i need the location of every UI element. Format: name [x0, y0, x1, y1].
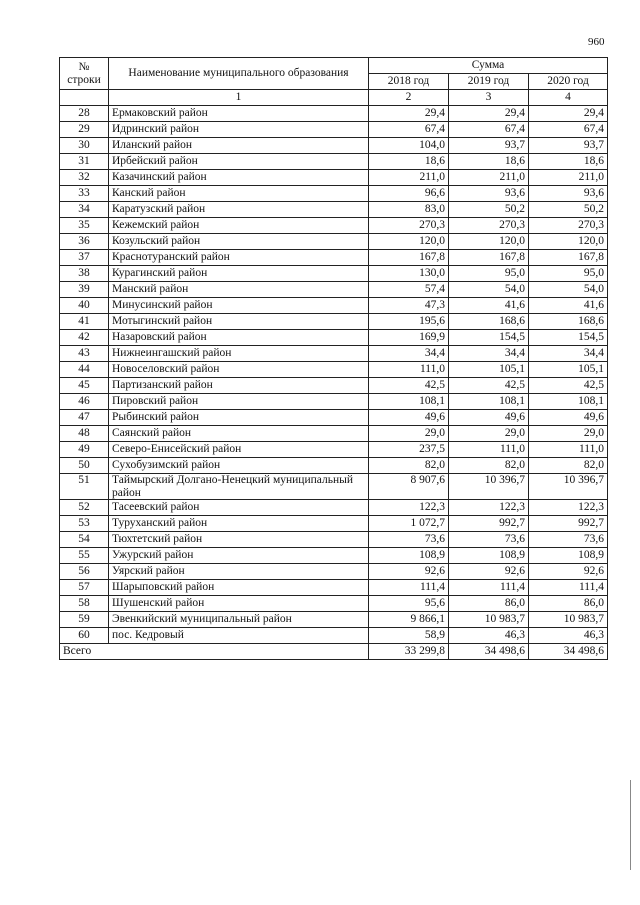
municipality-name: Манский район	[109, 282, 369, 298]
municipality-name: Каратузский район	[109, 202, 369, 218]
amount-2019: 42,5	[449, 378, 529, 394]
row-number: 44	[60, 362, 109, 378]
amount-2019: 111,0	[449, 442, 529, 458]
row-number: 43	[60, 346, 109, 362]
amount-2020: 54,0	[529, 282, 608, 298]
municipality-name: Ужурский район	[109, 548, 369, 564]
margin-mark	[630, 780, 631, 870]
row-number: 53	[60, 516, 109, 532]
municipality-name: Казачинский район	[109, 170, 369, 186]
municipality-name: Идринский район	[109, 122, 369, 138]
table-row	[60, 234, 608, 250]
budget-table	[59, 57, 608, 660]
amount-2018: 18,6	[369, 154, 449, 170]
amount-2020: 108,1	[529, 394, 608, 410]
table-row	[60, 532, 608, 548]
municipality-name: Саянский район	[109, 426, 369, 442]
row-number: 50	[60, 458, 109, 474]
municipality-name: Назаровский район	[109, 330, 369, 346]
amount-2019: 67,4	[449, 122, 529, 138]
row-number: 52	[60, 500, 109, 516]
amount-2019: 54,0	[449, 282, 529, 298]
amount-2020: 167,8	[529, 250, 608, 266]
amount-2020: 93,7	[529, 138, 608, 154]
amount-2020: 93,6	[529, 186, 608, 202]
table-row	[60, 474, 608, 500]
table-row	[60, 250, 608, 266]
header-row-number: № строки	[60, 58, 109, 90]
amount-2018: 47,3	[369, 298, 449, 314]
row-number: 45	[60, 378, 109, 394]
column-index-1: 1	[109, 90, 369, 106]
municipality-name: Северо-Енисейский район	[109, 442, 369, 458]
amount-2019: 154,5	[449, 330, 529, 346]
amount-2020: 95,0	[529, 266, 608, 282]
amount-2020: 29,0	[529, 426, 608, 442]
amount-2020: 10 983,7	[529, 612, 608, 628]
table-row	[60, 580, 608, 596]
amount-2018: 49,6	[369, 410, 449, 426]
amount-2019: 29,0	[449, 426, 529, 442]
column-index-3: 3	[449, 90, 529, 106]
amount-2020: 10 396,7	[529, 474, 608, 500]
total-2018: 33 299,8	[369, 644, 449, 660]
table-row	[60, 628, 608, 644]
column-index-4: 4	[529, 90, 608, 106]
table-row	[60, 564, 608, 580]
amount-2019: 93,7	[449, 138, 529, 154]
amount-2018: 29,0	[369, 426, 449, 442]
municipality-name: Иланский район	[109, 138, 369, 154]
amount-2019: 211,0	[449, 170, 529, 186]
amount-2019: 34,4	[449, 346, 529, 362]
table-row	[60, 500, 608, 516]
row-number: 29	[60, 122, 109, 138]
amount-2020: 67,4	[529, 122, 608, 138]
municipality-name: Кежемский район	[109, 218, 369, 234]
amount-2019: 18,6	[449, 154, 529, 170]
table-row	[60, 330, 608, 346]
total-2020: 34 498,6	[529, 644, 608, 660]
amount-2020: 82,0	[529, 458, 608, 474]
amount-2019: 46,3	[449, 628, 529, 644]
row-number: 40	[60, 298, 109, 314]
table-row	[60, 282, 608, 298]
amount-2019: 49,6	[449, 410, 529, 426]
amount-2019: 93,6	[449, 186, 529, 202]
municipality-name: Минусинский район	[109, 298, 369, 314]
municipality-name: Новоселовский район	[109, 362, 369, 378]
row-number: 31	[60, 154, 109, 170]
amount-2018: 211,0	[369, 170, 449, 186]
amount-2018: 42,5	[369, 378, 449, 394]
amount-2020: 42,5	[529, 378, 608, 394]
header-municipality-name: Наименование муниципального образования	[109, 58, 369, 90]
table-row	[60, 458, 608, 474]
amount-2018: 29,4	[369, 106, 449, 122]
amount-2018: 122,3	[369, 500, 449, 516]
amount-2020: 29,4	[529, 106, 608, 122]
row-number: 39	[60, 282, 109, 298]
amount-2018: 104,0	[369, 138, 449, 154]
amount-2019: 41,6	[449, 298, 529, 314]
total-row	[60, 644, 608, 660]
row-number: 47	[60, 410, 109, 426]
amount-2018: 111,0	[369, 362, 449, 378]
column-index-row	[60, 90, 608, 106]
table-row	[60, 298, 608, 314]
municipality-name: Сухобузимский район	[109, 458, 369, 474]
municipality-name: Ирбейский район	[109, 154, 369, 170]
amount-2020: 92,6	[529, 564, 608, 580]
municipality-name: Эвенкийский муниципальный район	[109, 612, 369, 628]
amount-2019: 86,0	[449, 596, 529, 612]
row-number: 37	[60, 250, 109, 266]
header-row	[60, 58, 608, 74]
amount-2020: 111,4	[529, 580, 608, 596]
total-2019: 34 498,6	[449, 644, 529, 660]
municipality-name: Нижнеингашский район	[109, 346, 369, 362]
amount-2020: 73,6	[529, 532, 608, 548]
row-number: 49	[60, 442, 109, 458]
table-row	[60, 314, 608, 330]
amount-2018: 195,6	[369, 314, 449, 330]
row-number: 34	[60, 202, 109, 218]
municipality-name: Козульский район	[109, 234, 369, 250]
row-number: 57	[60, 580, 109, 596]
table-row	[60, 218, 608, 234]
amount-2020: 50,2	[529, 202, 608, 218]
row-number: 46	[60, 394, 109, 410]
municipality-name: Партизанский район	[109, 378, 369, 394]
row-number: 32	[60, 170, 109, 186]
amount-2018: 95,6	[369, 596, 449, 612]
amount-2018: 34,4	[369, 346, 449, 362]
table-row	[60, 138, 608, 154]
table-row	[60, 106, 608, 122]
municipality-name: Тюхтетский район	[109, 532, 369, 548]
amount-2019: 73,6	[449, 532, 529, 548]
amount-2018: 120,0	[369, 234, 449, 250]
column-index-2: 2	[369, 90, 449, 106]
amount-2020: 992,7	[529, 516, 608, 532]
row-number: 38	[60, 266, 109, 282]
row-number: 48	[60, 426, 109, 442]
amount-2020: 49,6	[529, 410, 608, 426]
amount-2018: 58,9	[369, 628, 449, 644]
amount-2018: 169,9	[369, 330, 449, 346]
table-row	[60, 596, 608, 612]
table-row	[60, 410, 608, 426]
header-year-2020: 2020 год	[529, 74, 608, 90]
amount-2020: 270,3	[529, 218, 608, 234]
total-label: Всего	[60, 644, 369, 660]
table-row	[60, 548, 608, 564]
amount-2020: 122,3	[529, 500, 608, 516]
amount-2019: 108,9	[449, 548, 529, 564]
amount-2019: 111,4	[449, 580, 529, 596]
municipality-name: Мотыгинский район	[109, 314, 369, 330]
row-number: 59	[60, 612, 109, 628]
amount-2018: 73,6	[369, 532, 449, 548]
amount-2018: 8 907,6	[369, 474, 449, 500]
amount-2019: 92,6	[449, 564, 529, 580]
amount-2020: 46,3	[529, 628, 608, 644]
amount-2020: 18,6	[529, 154, 608, 170]
amount-2020: 120,0	[529, 234, 608, 250]
amount-2019: 168,6	[449, 314, 529, 330]
amount-2019: 992,7	[449, 516, 529, 532]
amount-2020: 105,1	[529, 362, 608, 378]
header-year-2019: 2019 год	[449, 74, 529, 90]
amount-2018: 111,4	[369, 580, 449, 596]
table-row	[60, 170, 608, 186]
row-number: 28	[60, 106, 109, 122]
amount-2019: 95,0	[449, 266, 529, 282]
row-number: 35	[60, 218, 109, 234]
row-number: 30	[60, 138, 109, 154]
row-number: 55	[60, 548, 109, 564]
row-number: 56	[60, 564, 109, 580]
amount-2019: 10 983,7	[449, 612, 529, 628]
table-row	[60, 442, 608, 458]
amount-2018: 9 866,1	[369, 612, 449, 628]
amount-2019: 270,3	[449, 218, 529, 234]
amount-2018: 1 072,7	[369, 516, 449, 532]
amount-2020: 86,0	[529, 596, 608, 612]
municipality-name: Шарыповский район	[109, 580, 369, 596]
table-row	[60, 612, 608, 628]
amount-2019: 50,2	[449, 202, 529, 218]
table-row	[60, 362, 608, 378]
amount-2018: 92,6	[369, 564, 449, 580]
amount-2018: 96,6	[369, 186, 449, 202]
amount-2018: 67,4	[369, 122, 449, 138]
row-number: 60	[60, 628, 109, 644]
row-number: 54	[60, 532, 109, 548]
amount-2019: 82,0	[449, 458, 529, 474]
municipality-name: Ермаковский район	[109, 106, 369, 122]
amount-2020: 211,0	[529, 170, 608, 186]
amount-2018: 270,3	[369, 218, 449, 234]
amount-2020: 111,0	[529, 442, 608, 458]
amount-2019: 108,1	[449, 394, 529, 410]
municipality-name: Рыбинский район	[109, 410, 369, 426]
table-row	[60, 122, 608, 138]
table-row	[60, 394, 608, 410]
municipality-name: Краснотуранский район	[109, 250, 369, 266]
table-row	[60, 426, 608, 442]
municipality-name: пос. Кедровый	[109, 628, 369, 644]
amount-2019: 122,3	[449, 500, 529, 516]
amount-2020: 168,6	[529, 314, 608, 330]
municipality-name: Пировский район	[109, 394, 369, 410]
amount-2018: 130,0	[369, 266, 449, 282]
municipality-name: Шушенский район	[109, 596, 369, 612]
row-number: 41	[60, 314, 109, 330]
page-number: 960	[588, 36, 605, 48]
table-row	[60, 516, 608, 532]
amount-2019: 10 396,7	[449, 474, 529, 500]
table-row	[60, 202, 608, 218]
amount-2019: 120,0	[449, 234, 529, 250]
amount-2018: 237,5	[369, 442, 449, 458]
table-row	[60, 266, 608, 282]
amount-2018: 57,4	[369, 282, 449, 298]
row-number: 36	[60, 234, 109, 250]
amount-2018: 82,0	[369, 458, 449, 474]
amount-2020: 41,6	[529, 298, 608, 314]
amount-2018: 83,0	[369, 202, 449, 218]
header-sum: Сумма	[369, 58, 608, 74]
municipality-name: Тасеевский район	[109, 500, 369, 516]
row-number: 58	[60, 596, 109, 612]
amount-2018: 108,1	[369, 394, 449, 410]
amount-2020: 108,9	[529, 548, 608, 564]
municipality-name: Уярский район	[109, 564, 369, 580]
table-row	[60, 346, 608, 362]
table-row	[60, 186, 608, 202]
municipality-name: Курагинский район	[109, 266, 369, 282]
header-year-2018: 2018 год	[369, 74, 449, 90]
table-row	[60, 154, 608, 170]
amount-2018: 167,8	[369, 250, 449, 266]
amount-2019: 29,4	[449, 106, 529, 122]
row-number: 42	[60, 330, 109, 346]
amount-2020: 34,4	[529, 346, 608, 362]
amount-2020: 154,5	[529, 330, 608, 346]
municipality-name: Туруханский район	[109, 516, 369, 532]
amount-2019: 167,8	[449, 250, 529, 266]
municipality-name: Канский район	[109, 186, 369, 202]
municipality-name: Таймырский Долгано-Ненецкий муниципальный район	[109, 474, 369, 500]
row-number: 33	[60, 186, 109, 202]
amount-2019: 105,1	[449, 362, 529, 378]
amount-2018: 108,9	[369, 548, 449, 564]
row-number: 51	[60, 474, 109, 500]
column-index-empty	[60, 90, 109, 106]
table-row	[60, 378, 608, 394]
